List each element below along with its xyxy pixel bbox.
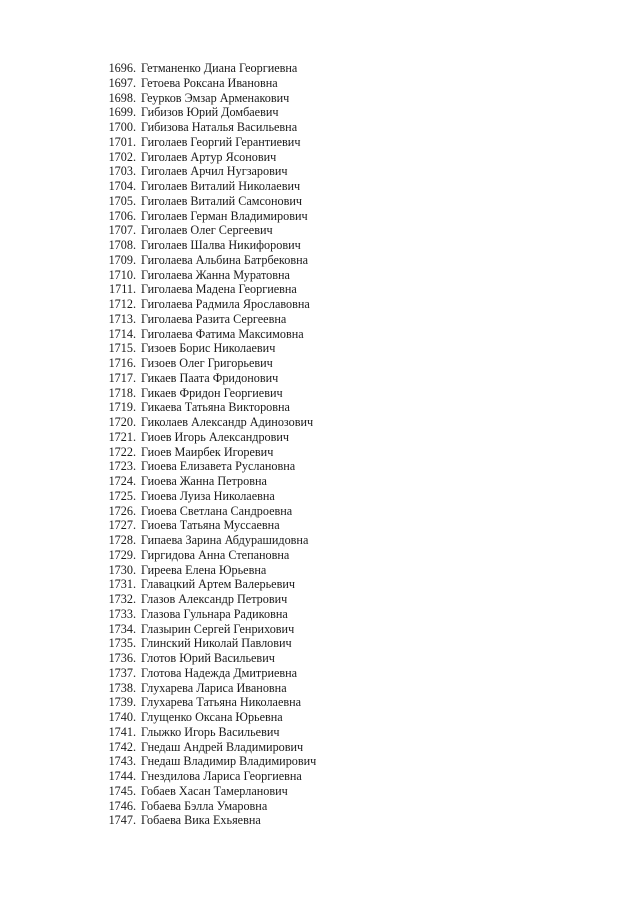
entry-name: Гиголаев Арчил Нугзарович [141,164,288,179]
list-item [0,238,316,253]
list-item [0,695,316,710]
list-item [0,268,316,283]
entry-name: Гиоев Маирбек Игоревич [141,444,274,459]
entry-number: 1742. [108,739,136,754]
entry-name: Гикаев Фридон Георгиевич [141,385,283,400]
list-item [0,533,316,548]
entry-name: Гобаев Хасан Тамерланович [141,783,288,798]
entry-name: Гиоева Татьяна Муссаевна [141,518,280,533]
entry-name: Гобаева Вика Ехьяевна [141,813,261,828]
entry-name: Гиголаева Жанна Муратовна [141,267,290,282]
entry-number: 1747. [108,813,136,828]
list-item [0,179,316,194]
entry-number: 1713. [108,311,136,326]
list-item [0,223,316,238]
entry-name: Глущенко Оксана Юрьевна [141,710,283,724]
entry-number: 1721. [108,429,136,444]
entry-name: Глухарева Лариса Ивановна [141,680,287,695]
entry-number: 1700. [108,120,136,134]
entry-name: Гиголаева Мадена Георгиевна [141,282,297,297]
entry-name: Гиголаев Георгий Герантиевич [141,134,301,149]
entry-number: 1731. [108,577,136,592]
entry-number: 1728. [108,533,136,547]
entry-name: Гиргидова Анна Степановна [141,547,290,562]
list-item [0,297,316,312]
entry-number: 1699. [108,105,136,120]
entry-number: 1743. [108,754,136,769]
entry-name: Глыжко Игорь Васильевич [141,724,280,739]
entry-name: Гиколаев Александр Адинозович [141,415,314,429]
entry-name: Гиголаев Олег Сергеевич [141,223,273,238]
entry-number: 1735. [108,636,136,651]
list-item [0,445,316,460]
entry-name: Гнездилова Лариса Георгиевна [141,769,302,783]
entry-number: 1732. [108,592,136,606]
list-item [0,209,316,224]
entry-name: Глазырин Сергей Генрихович [141,621,295,636]
list-item [0,548,316,563]
entry-name: Гетманенко Диана Георгиевна [141,61,298,75]
list-item [0,356,316,371]
entry-number: 1719. [108,400,136,415]
list-item [0,489,316,504]
entry-name: Гиоева Жанна Петровна [141,474,267,488]
entry-number: 1723. [108,459,136,474]
entry-number: 1708. [108,238,136,252]
list-item [0,164,316,179]
entry-name: Гиголаева Радмила Ярославовна [141,297,310,311]
entry-name: Геурков Эмзар Арменакович [141,90,290,105]
entry-number: 1718. [108,385,136,400]
list-item [0,76,316,91]
entry-number: 1715. [108,341,136,356]
list-item [0,651,316,666]
entry-name: Гизоев Олег Григорьевич [141,356,273,370]
entry-number: 1710. [108,267,136,282]
list-item [0,681,316,696]
entry-name: Гикаева Татьяна Викторовна [141,400,290,415]
entry-name: Гиголаева Фатима Максимовна [141,326,304,341]
entry-number: 1697. [108,75,136,90]
entry-name: Гиоева Светлана Сандроевна [141,503,293,518]
entry-number: 1705. [108,193,136,208]
list-item [0,769,316,784]
entry-name: Глухарева Татьяна Николаевна [141,695,302,710]
entry-number: 1736. [108,651,136,665]
list-item [0,563,316,578]
entry-name: Гибизов Юрий Домбаевич [141,105,279,120]
entry-number: 1740. [108,710,136,724]
entry-number: 1720. [108,415,136,429]
entry-name: Гобаева Бэлла Умаровна [141,798,268,813]
list-item [0,105,316,120]
entry-name: Гнедаш Владимир Владимирович [141,754,317,769]
list-item [0,666,316,681]
entry-name: Гиреева Елена Юрьевна [141,562,267,577]
entry-number: 1737. [108,665,136,680]
entry-number: 1733. [108,606,136,621]
entry-name: Гипаева Зарина Абдурашидовна [141,533,309,547]
list-item [0,725,316,740]
entry-number: 1730. [108,562,136,577]
entry-name: Гиоева Луиза Николаевна [141,488,275,503]
entry-name: Гиголаев Виталий Самсонович [141,193,303,208]
list-item [0,459,316,474]
entry-name: Гиоев Игорь Александрович [141,429,290,444]
entry-number: 1714. [108,326,136,341]
list-item [0,474,316,489]
entry-name: Глазова Гульнара Радиковна [141,606,288,621]
list-item [0,607,316,622]
entry-name: Гикаев Паата Фридонович [141,370,279,385]
list-item [0,400,316,415]
entry-name: Гиголаев Герман Владимирович [141,208,308,223]
entry-number: 1741. [108,724,136,739]
entry-number: 1738. [108,680,136,695]
list-item [0,386,316,401]
list-item [0,120,316,135]
entry-number: 1711. [109,282,136,297]
list-item [0,61,316,76]
entry-name: Глотов Юрий Васильевич [141,651,275,665]
list-item [0,592,316,607]
list-item [0,754,316,769]
entry-number: 1712. [108,297,136,311]
list-item [0,784,316,799]
entry-name: Главацкий Артем Валерьевич [141,577,295,592]
list-item [0,710,316,725]
name-list [0,61,316,828]
entry-number: 1727. [108,518,136,533]
list-item [0,253,316,268]
entry-name: Глазов Александр Петрович [141,592,288,606]
list-item [0,799,316,814]
entry-name: Глинский Николай Павлович [141,636,292,651]
entry-number: 1717. [108,370,136,385]
list-item [0,312,316,327]
list-item [0,430,316,445]
entry-number: 1703. [108,164,136,179]
entry-number: 1722. [108,444,136,459]
entry-name: Гизоев Борис Николаевич [141,341,276,356]
list-item [0,135,316,150]
list-item [0,282,316,297]
list-item [0,415,316,430]
entry-name: Гиголаев Шалва Никифорович [141,238,301,252]
list-item [0,327,316,342]
list-item [0,518,316,533]
entry-number: 1706. [108,208,136,223]
list-item [0,577,316,592]
entry-name: Гибизова Наталья Васильевна [141,120,298,134]
entry-number: 1746. [108,798,136,813]
entry-number: 1725. [108,488,136,503]
list-item [0,813,316,828]
entry-name: Гиголаев Виталий Николаевич [141,179,301,193]
entry-number: 1707. [108,223,136,238]
entry-number: 1745. [108,783,136,798]
entry-number: 1701. [108,134,136,149]
entry-name: Гетоева Роксана Ивановна [141,75,278,90]
entry-number: 1739. [108,695,136,710]
entry-number: 1709. [108,252,136,267]
entry-number: 1729. [108,547,136,562]
list-item [0,504,316,519]
entry-number: 1698. [108,90,136,105]
entry-name: Глотова Надежда Дмитриевна [141,665,298,680]
entry-name: Гиголаев Артур Ясонович [141,149,277,164]
entry-number: 1716. [108,356,136,370]
list-item [0,341,316,356]
entry-number: 1696. [108,61,136,75]
list-item [0,740,316,755]
entry-name: Гиголаева Альбина Батрбековна [141,252,309,267]
entry-name: Гиоева Елизавета Руслановна [141,459,296,474]
entry-number: 1744. [108,769,136,783]
list-item [0,150,316,165]
list-item [0,371,316,386]
entry-number: 1726. [108,503,136,518]
entry-number: 1724. [108,474,136,488]
entry-number: 1704. [108,179,136,193]
entry-name: Гнедаш Андрей Владимирович [141,739,304,754]
list-item [0,622,316,637]
list-item [0,636,316,651]
entry-number: 1734. [108,621,136,636]
entry-number: 1702. [108,149,136,164]
list-item [0,194,316,209]
entry-name: Гиголаева Разита Сергеевна [141,311,287,326]
list-item [0,91,316,106]
